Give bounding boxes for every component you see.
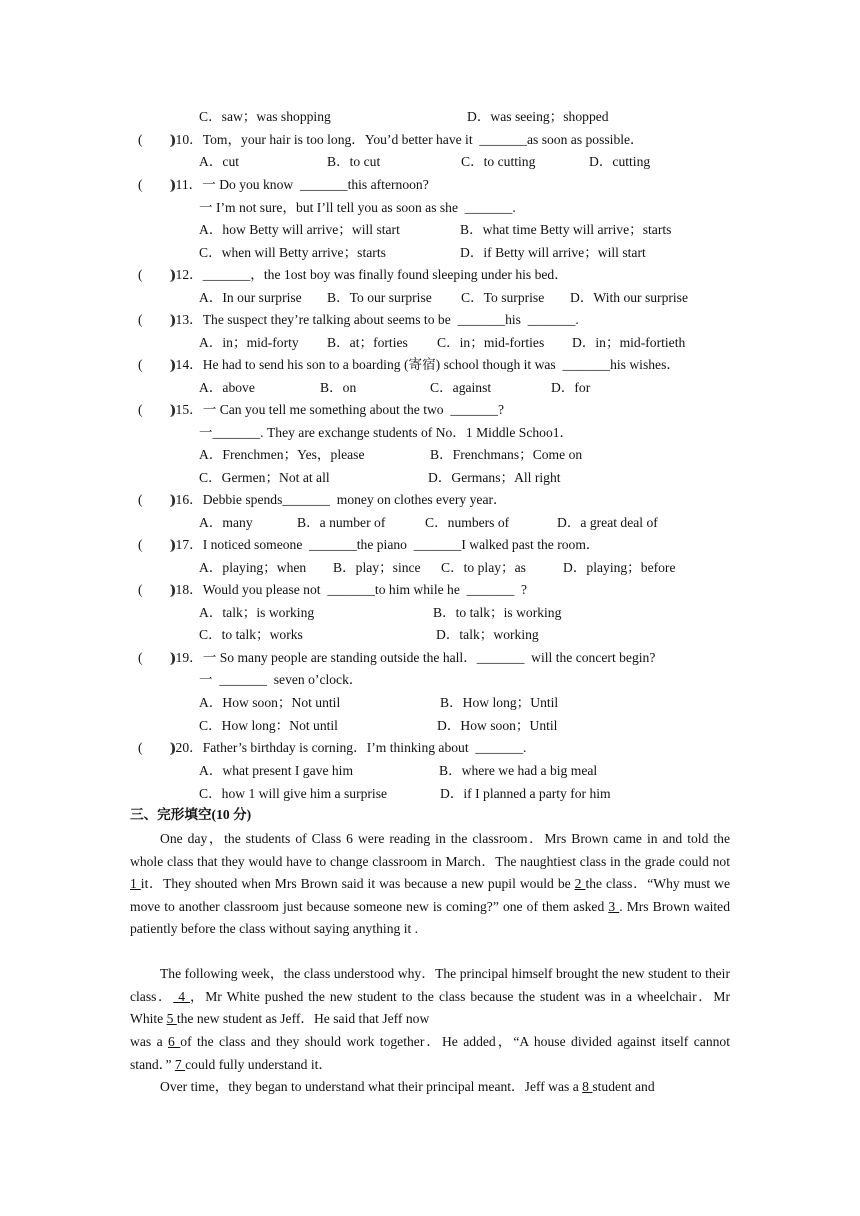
blank-8[interactable]: 8 [582,1079,593,1094]
answer-paren[interactable]: ( ) [138,492,175,507]
blank-2[interactable]: 2 [574,876,586,892]
passage-text: the new student as Jeff．He said that Jeff now [176,1011,430,1027]
option-d: D．in；mid-fortieth [572,335,686,350]
passage-paragraph-3 [130,1076,730,1099]
option-c: C．how 1 will give him a surprise [199,786,388,801]
option-b: B．to talk；is working [433,605,562,620]
option-d: D．talk；working [436,627,539,642]
option-b: B．where we had a big meal [439,763,598,778]
answer-paren[interactable]: ( ) [138,582,175,597]
option-d: D．cutting [589,154,651,169]
question-stem: )17．I noticed someone _______the piano _______I walked past the room． [171,537,600,552]
option-b: B．to cut [327,154,381,169]
passage-paragraph-2 [130,963,730,1031]
option-b: B．on [320,380,357,395]
passage-text: ，Mr White pushed the new student to the class because the student was in a wheelchair．Mr White [130,988,731,1027]
option-a: A．how Betty will arrive；will start [199,222,400,237]
option-a: A．in；mid-forty [199,335,299,350]
option-c: C．To surprise [461,290,545,305]
q9-option-d: D．was seeing；shopped [467,109,609,124]
question-stem: )19．一 So many people are standing outside the hall．_______ will the concert begin? [171,650,656,665]
passage-paragraph-2-cont [130,1031,730,1076]
option-a: A．How soon；Not until [199,695,341,710]
section-heading: 三、完形填空(10 分) [130,807,252,822]
option-b: B．To our surprise [327,290,432,305]
question-stem: )15．一 Can you tell me something about the two _______? [171,402,505,417]
option-a: A．cut [199,154,240,169]
passage-text: Over time，they began to understand what their principal meant．Jeff was a [160,1079,583,1094]
q9-option-c: C．saw；was shopping [199,109,331,124]
option-b: B．How long；Until [440,695,559,710]
question-stem: )10．Tom，your hair is too long．You’d better have it _______as soon as possible． [171,132,644,147]
answer-paren[interactable]: ( ) [138,267,175,282]
answer-paren[interactable]: ( ) [138,177,175,192]
option-d: D．if I planned a party for him [440,786,611,801]
question-stem-2: 一_______. They are exchange students of No．1 Middle Schoo1． [199,425,574,440]
option-d: D．a great deal of [557,515,658,530]
passage-text: of the class and they should work together．He added，“A house divided against itself cannot stand．” [130,1034,730,1072]
question-stem: )12．_______，the 1ost boy was finally found sleeping under his bed． [171,267,568,282]
option-a: A．what present I gave him [199,763,354,778]
option-a: A．Frenchmen；Yes，please [199,447,365,462]
option-b: B．what time Betty will arrive；starts [460,222,672,237]
option-c: C．against [430,380,492,395]
question-stem: )13．The suspect they’re talking about seems to be _______his _______. [171,312,579,327]
option-c: C．in；mid-forties [437,335,545,350]
option-c: C．to talk；works [199,627,303,642]
answer-paren[interactable]: ( ) [138,402,175,417]
answer-paren[interactable]: ( ) [138,650,175,665]
question-stem: )20．Father’s birthday is corning．I’m thinking about _______. [171,740,527,755]
question-stem: )11．一 Do you know _______this afternoon? [171,177,429,192]
option-d: D．playing；before [563,560,676,575]
blank-7[interactable]: 7 [174,1056,186,1072]
passage-text: The following week，the class understood why．The principal himself brought the new student to their class． [130,966,730,1004]
passage-text: could fully understand it． [185,1056,332,1072]
question-stem: )18．Would you please not _______to him while he _______ ? [171,582,528,597]
option-a: A．playing；when [199,560,307,575]
option-a: A．above [199,380,255,395]
blank-3[interactable]: 3 [608,898,620,914]
option-c: C．to play；as [441,560,526,575]
answer-paren[interactable]: ( ) [138,357,175,372]
option-c: C．Germen；Not at all [199,470,330,485]
option-d: D．for [551,380,591,395]
option-b: B．a number of [297,515,386,530]
option-c: C．numbers of [425,515,510,530]
passage-text: One day，the students of Class 6 were reading in the classroom．Mrs Brown came in and told the whole class that they would have to change classroom in March．The naughtiest class in the grade could not [130,831,730,869]
answer-paren[interactable]: ( ) [138,132,175,147]
answer-paren[interactable]: ( ) [138,312,175,327]
option-a: A．talk；is working [199,605,315,620]
blank-5[interactable]: 5 [166,1011,177,1027]
option-d: D．if Betty will arrive；will start [460,245,646,260]
option-b: B．Frenchmans；Come on [430,447,583,462]
question-stem: )16．Debbie spends_______ money on clothes every year． [171,492,507,507]
passage-paragraph-1 [130,828,730,941]
option-b: B．at；forties [327,335,408,350]
option-a: A．many [199,515,253,530]
question-stem: )14．He had to send his son to a boarding (寄宿) school though it was _______his wishes． [171,357,680,372]
option-c: C．How long：Not until [199,718,338,733]
option-b: B．play；since [333,560,421,575]
blank-4[interactable]: 4 [173,988,191,1004]
passage-text: the class．“Why must we move to another classroom just because someone new is coming?” one of them asked [130,876,730,914]
option-d: D．How soon；Until [437,718,558,733]
passage-text: . Mrs Brown waited patiently before the class without saying anything it . [130,898,730,937]
passage-text: student and [592,1079,655,1094]
option-d: D．Germans；All right [428,470,561,485]
blank-6[interactable]: 6 [168,1034,181,1049]
option-a: A．In our surprise [199,290,302,305]
question-stem-2: 一 _______ seven o’clock． [199,672,363,687]
answer-paren[interactable]: ( ) [138,740,175,755]
blank-1[interactable]: 1 [130,876,141,892]
question-stem-2: 一 I’m not sure，but I’ll tell you as soon as she _______. [199,200,516,215]
passage-text: was a [130,1034,169,1049]
answer-paren[interactable]: ( ) [138,537,175,552]
option-c: C．when will Betty arrive；starts [199,245,386,260]
passage-text: it．They shouted when Mrs Brown said it was because a new pupil would be [140,876,575,892]
option-c: C．to cutting [461,154,536,169]
option-d: D．With our surprise [570,290,689,305]
